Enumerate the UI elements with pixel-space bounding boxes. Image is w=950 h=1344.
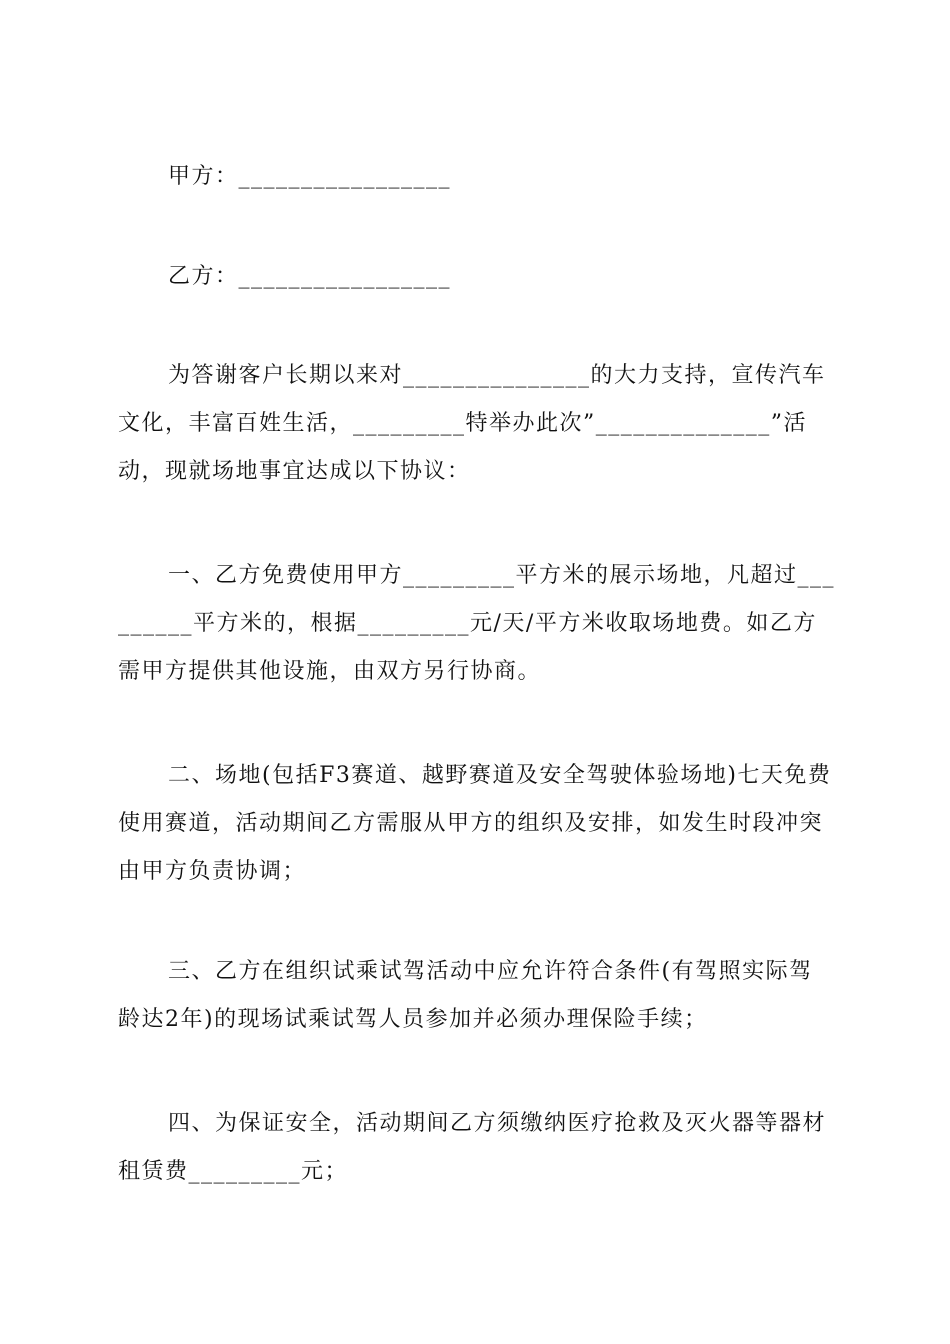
intro-paragraph: 为答谢客户长期以来对_______________的大力支持，宣传汽车文化，丰富百姓生活，_________特举办此次”______________”活动，现就场地事宜达成以下协议： <box>118 363 826 484</box>
clause-4-paragraph: 四、为保证安全，活动期间乙方须缴纳医疗抢救及灭火器等器材租赁费_________元； <box>118 1111 827 1184</box>
clause-2-paragraph: 二、场地(包括F3赛道、越野赛道及安全驾驶体验场地)七天免费使用赛道，活动期间乙方需服从甲方的组织及安排，如发生时段冲突由甲方负责协调； <box>118 763 832 884</box>
clause-3-paragraph: 三、乙方在组织试乘试驾活动中应允许符合条件(有驾照实际驾龄达2年)的现场试乘试驾人员参加并必须办理保险手续； <box>118 959 813 1032</box>
party-a-line: 甲方：_________________ <box>168 164 452 189</box>
clause-1-paragraph: 一、乙方免费使用甲方_________平方米的展示场地，凡超过_________平方米的，根据_________元/天/平方米收取场地费。如乙方需甲方提供其他设施，由双方另行协商。 <box>118 563 836 684</box>
party-b-line: 乙方：_________________ <box>168 264 452 289</box>
